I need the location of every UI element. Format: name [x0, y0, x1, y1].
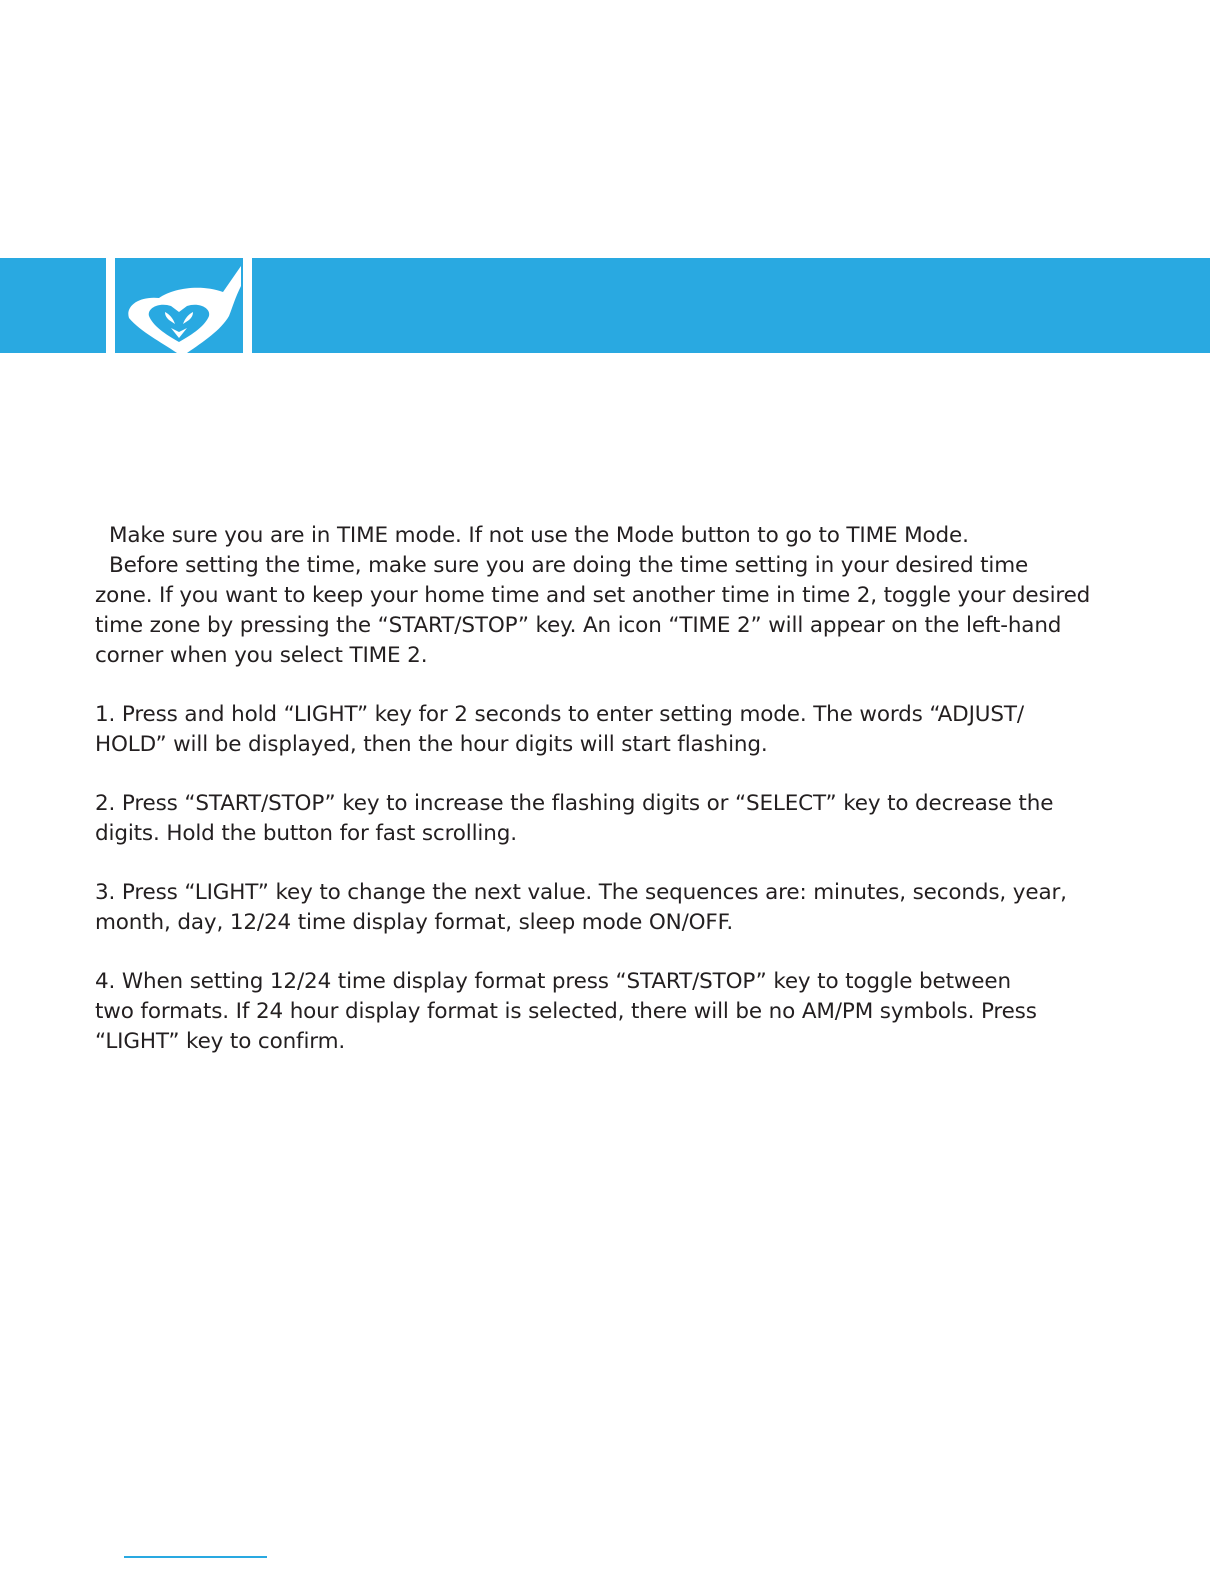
- step-line: digits. Hold the button for fast scrolling.: [95, 821, 517, 846]
- step-line: “LIGHT” key to confirm.: [95, 1029, 346, 1054]
- intro-line: Make sure you are in TIME mode. If not use the Mode button to go to TIME Mode.: [109, 523, 969, 548]
- step-4: [95, 967, 1175, 1057]
- intro-paragraph: [95, 521, 1175, 671]
- footer-rule: [124, 1556, 267, 1558]
- step-line: month, day, 12/24 time display format, sleep mode ON/OFF.: [95, 910, 734, 935]
- step-2: [95, 789, 1175, 849]
- intro-line: corner when you select TIME 2.: [95, 643, 428, 668]
- intro-line: time zone by pressing the “START/STOP” key. An icon “TIME 2” will appear on the left-hand: [95, 613, 1062, 638]
- header-band-left: [0, 258, 106, 353]
- instructions-body: [95, 521, 1175, 1057]
- step-line: 2. Press “START/STOP” key to increase the flashing digits or “SELECT” key to decrease the: [95, 791, 1054, 816]
- intro-line: Before setting the time, make sure you are doing the time setting in your desired time: [109, 553, 1029, 578]
- step-line: HOLD” will be displayed, then the hour digits will start flashing.: [95, 732, 768, 757]
- step-1: [95, 700, 1175, 760]
- step-3: [95, 878, 1175, 938]
- intro-line: zone. If you want to keep your home time and set another time in time 2, toggle your desired: [95, 583, 1091, 608]
- header-band-right: [252, 258, 1210, 353]
- step-line: 3. Press “LIGHT” key to change the next value. The sequences are: minutes, seconds, year,: [95, 880, 1067, 905]
- heart-logo-icon: [115, 258, 243, 353]
- step-line: 4. When setting 12/24 time display format press “START/STOP” key to toggle between: [95, 969, 1011, 994]
- step-line: 1. Press and hold “LIGHT” key for 2 seconds to enter setting mode. The words “ADJUST/: [95, 702, 1024, 727]
- step-line: two formats. If 24 hour display format is selected, there will be no AM/PM symbols. Press: [95, 999, 1037, 1024]
